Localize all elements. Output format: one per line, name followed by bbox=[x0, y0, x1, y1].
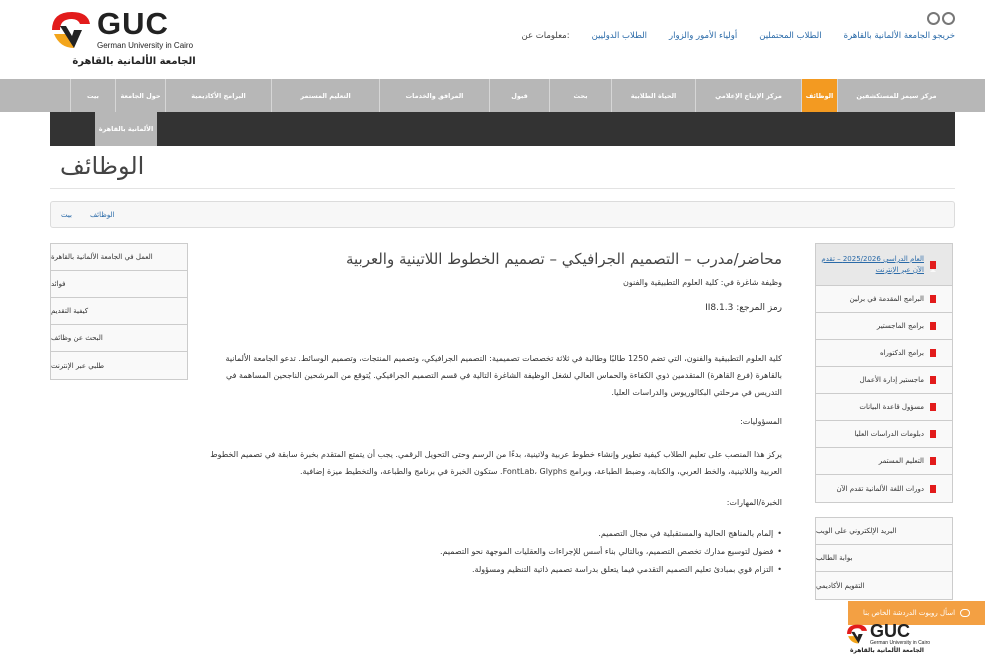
bookmark-icon bbox=[930, 485, 936, 493]
job-intro: كلية العلوم التطبيقية والفنون، التي تضم 1250 طالبًا وطالبة في ثلاثة تخصصات تصميمية: التصميم الجرافيكي، وتصميم المنتجات، وتصميم الوسائط. تدعو الجامعة الألمانية بالقاهرة (فرع القاهرة) المتقدمين ذوي الكفاءة والحماس العالي لشغل الوظيفة الشاغرة التالية في قسم التصميم الجرافيكي. يُتوقع من المرشحين الناجحين المساهمة في التدريس في مرحلتي البكالوريوس والدراسات العليا. bbox=[225, 354, 782, 397]
right-sidebar-item-apply-online[interactable]: العام الدراسي 2025/2026 – تقدم الآن عبر الإنترنت bbox=[816, 244, 952, 286]
bookmark-icon bbox=[930, 261, 936, 269]
bookmark-icon bbox=[930, 322, 936, 330]
zoom-tools bbox=[927, 12, 955, 25]
job-title: محاضر/مدرب – التصميم الجرافيكي – تصميم الخطوط اللاتينية والعربية bbox=[345, 250, 782, 268]
right-sidebar-item-phd[interactable]: برامج الدكتوراه bbox=[816, 340, 952, 367]
responsibilities-text: يركز هذا المنصب على تعليم الطلاب كيفية تطوير وإنشاء خطوط عربية ولاتينية، بدءًا من الرسم وحتى التحويل الرقمي. يجب أن يتمتع المتقدم بخبرة سابقة في تصميم الخطوط العربية واللاتينية، والخط العربي، والكتابة، وضبط الطباعة، وبرامج FontLab، Glyphs. ستكون الخبرة في برنامج والطباعة، والتخطيط ميزة إضافية. bbox=[210, 450, 782, 476]
right-sidebar-item-mba[interactable]: ماجستير إدارة الأعمال bbox=[816, 367, 952, 394]
sub-nav-item[interactable]: الألمانية بالقاهرة bbox=[95, 112, 157, 146]
right-sidebar bbox=[815, 243, 953, 503]
nav-item-continuing-ed[interactable]: التعليم المستمر bbox=[271, 79, 379, 112]
nav-item-student-life[interactable]: الحياة الطلابية bbox=[611, 79, 695, 112]
page-title: الوظائف bbox=[60, 152, 145, 180]
left-sidebar-item-my-application[interactable]: طلبي عبر الإنترنت bbox=[51, 352, 187, 379]
job-reference bbox=[200, 303, 782, 313]
bookmark-icon bbox=[930, 457, 936, 465]
footer-logo-subtitle: German University in Cairo bbox=[870, 640, 931, 646]
left-sidebar-item-how-to-apply[interactable]: كيفية التقديم bbox=[51, 298, 187, 325]
guc-logo[interactable] bbox=[50, 8, 225, 70]
quick-links-sidebar bbox=[815, 517, 953, 600]
nav-item-academic-programs[interactable]: البرامج الأكاديمية bbox=[165, 79, 271, 112]
list-item: • التزام قوي بمبادئ تعليم التصميم التقدمي فيما يتعلق بدراسة تصميم ذاتية التنظيم ومسؤولة. bbox=[200, 561, 782, 579]
list-item: • فضول لتوسيع مدارك تخصص التصميم، وبالتالي بناء أسس للإجراءات والعقليات الموجهة نحو التصميم. bbox=[200, 543, 782, 561]
zoom-out-icon[interactable] bbox=[942, 12, 955, 25]
chat-icon bbox=[960, 609, 970, 617]
breadcrumb-jobs[interactable]: الوظائف bbox=[89, 210, 115, 219]
ref-code: II8.1.3 bbox=[705, 303, 734, 313]
main-nav bbox=[0, 79, 985, 112]
guc-logo-mark-icon bbox=[846, 623, 868, 645]
bookmark-icon bbox=[930, 430, 936, 438]
quick-link-student-portal[interactable]: بوابة الطالب bbox=[816, 545, 952, 572]
ref-label: رمز المرجع: bbox=[736, 303, 782, 313]
logo-text: GUC bbox=[97, 6, 169, 41]
nav-item-admission[interactable]: قبول bbox=[489, 79, 549, 112]
top-links-label: :معلومات عن bbox=[521, 31, 570, 41]
right-sidebar-item-continuing-ed[interactable]: التعليم المستمر bbox=[816, 448, 952, 475]
audience-links bbox=[521, 31, 955, 41]
nav-item-jobs[interactable]: الوظائف bbox=[801, 79, 837, 112]
responsibilities-heading: المسؤوليات: bbox=[740, 417, 782, 426]
bookmark-icon bbox=[930, 376, 936, 384]
breadcrumb bbox=[50, 201, 955, 228]
zoom-in-icon[interactable] bbox=[927, 12, 940, 25]
right-sidebar-item-berlin[interactable]: البرامج المقدمة في برلين bbox=[816, 286, 952, 313]
experience-heading: الخبرة/المهارات: bbox=[726, 498, 782, 507]
right-sidebar-item-masters[interactable]: برامج الماجستير bbox=[816, 313, 952, 340]
left-sidebar-item-work[interactable]: العمل في الجامعة الألمانية بالقاهرة bbox=[51, 244, 187, 271]
nav-item-media[interactable]: مركز الإنتاج الإعلامي bbox=[695, 79, 801, 112]
left-sidebar bbox=[50, 243, 188, 380]
sub-nav bbox=[50, 112, 955, 146]
job-article bbox=[200, 248, 782, 579]
left-sidebar-item-benefits[interactable]: فوائد bbox=[51, 271, 187, 298]
nav-item-facilities[interactable]: المرافق والخدمات bbox=[379, 79, 489, 112]
nav-item-home[interactable]: بيت bbox=[70, 79, 115, 112]
nav-item-research[interactable]: بحث bbox=[549, 79, 611, 112]
top-link-parents[interactable]: أولياء الأمور والزوار bbox=[669, 31, 738, 41]
logo-arabic: الجامعة الألمانية بالقاهرة bbox=[72, 56, 196, 67]
title-divider bbox=[50, 188, 955, 189]
footer-logo-arabic: الجامعة الألمانية بالقاهرة bbox=[849, 647, 924, 654]
top-link-alumni[interactable]: خريجو الجامعة الألمانية بالقاهرة bbox=[843, 31, 955, 41]
quick-link-calendar[interactable]: التقويم الأكاديمي bbox=[816, 572, 952, 599]
top-link-international[interactable]: الطلاب الدوليين bbox=[591, 31, 648, 41]
list-item: • إلمام بالمناهج الحالية والمستقبلية في مجال التصميم. bbox=[200, 525, 782, 543]
chatbot-label: اسأل روبوت الدردشة الخاص بنا bbox=[862, 609, 956, 617]
bookmark-icon bbox=[930, 403, 936, 411]
guc-logo-mark-icon bbox=[50, 10, 92, 50]
right-sidebar-item-german-courses[interactable]: دورات اللغة الألمانية تقدم الآن bbox=[816, 475, 952, 502]
bookmark-icon bbox=[930, 349, 936, 357]
bookmark-icon bbox=[930, 295, 936, 303]
quick-link-webmail[interactable]: البريد الإلكتروني على الويب bbox=[816, 518, 952, 545]
left-sidebar-item-job-search[interactable]: البحث عن وظائف bbox=[51, 325, 187, 352]
footer-logo bbox=[846, 621, 956, 657]
top-link-prospective[interactable]: الطلاب المحتملين bbox=[759, 31, 822, 41]
nav-item-about[interactable]: حول الجامعة bbox=[115, 79, 165, 112]
breadcrumb-home[interactable]: بيت bbox=[61, 210, 72, 219]
footer-logo-text: GUC bbox=[870, 621, 910, 641]
logo-subtitle: German University in Cairo bbox=[97, 41, 194, 50]
experience-list bbox=[200, 525, 782, 579]
nav-item-sims[interactable]: مركز سيمز للمستكشفين bbox=[837, 79, 955, 112]
right-sidebar-item-database[interactable]: مسؤول قاعدة البيانات bbox=[816, 394, 952, 421]
right-sidebar-item-diplomas[interactable]: دبلومات الدراسات العليا bbox=[816, 421, 952, 448]
job-faculty: وظيفة شاغرة في: كلية العلوم التطبيقية والفنون bbox=[623, 278, 782, 287]
